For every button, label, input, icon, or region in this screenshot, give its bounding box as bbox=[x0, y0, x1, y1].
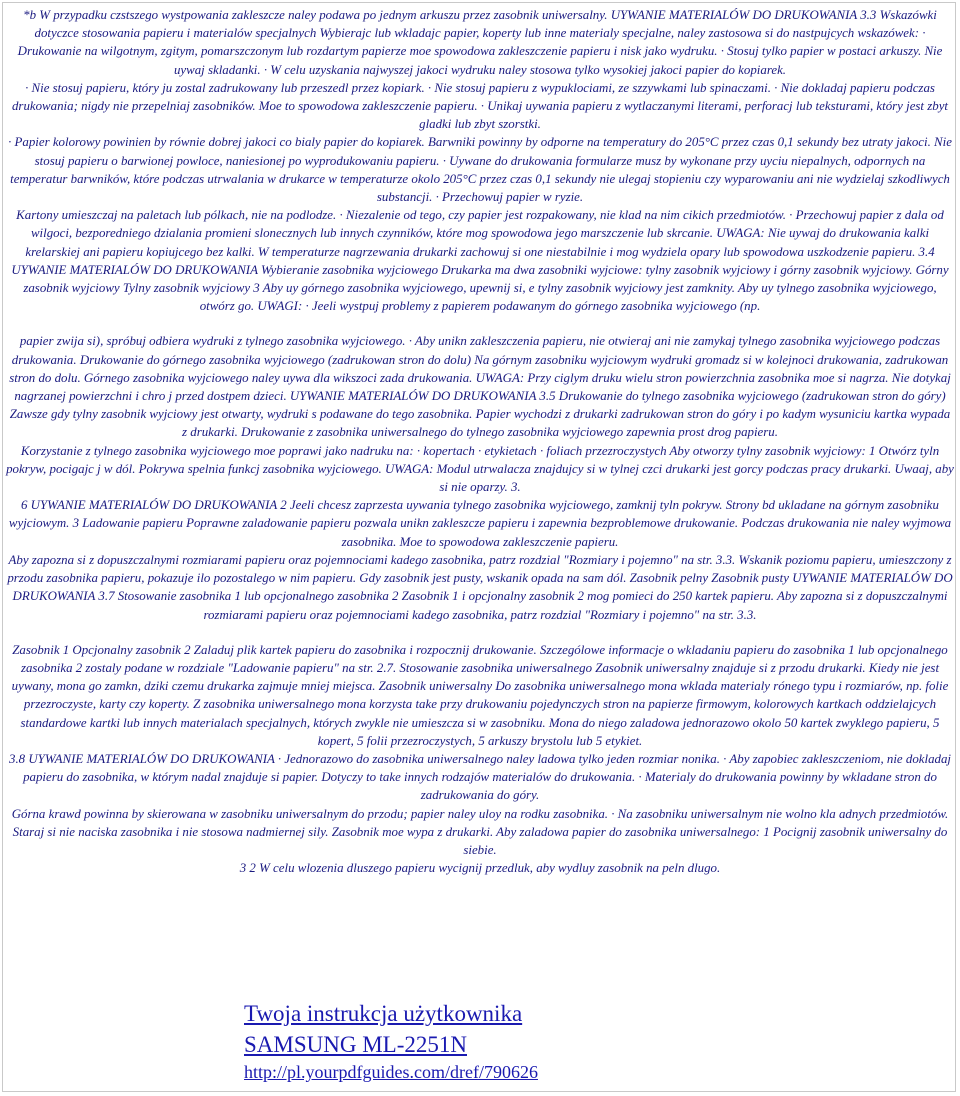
paragraph: Zasobnik 1 Opcjonalny zasobnik 2 Zaladuj plik kartek papieru do zasobnika i rozpocznij drukowanie. Szczególowe informacje o wkladaniu papieru do zasobnika 1 lub opcjonalnego zasobnika 2 zostaly podane w rozdziale "Ladowanie papieru" na str. 2.7. Stosowanie zasobnika uniwersalnego Zasobnik uniwersalny znajduje si z przodu drukarki. Kiedy nie jest uywany, mona go zamkn, dziki czemu drukarka zajmuje mniej miejsca. Zasobnik uniwersalny Do zasobnika uniwersalnego mona wklada materialy rónego typu i rozmiarów, np. folie przezroczyste, karty czy koperty. Z zasobnika uniwersalnego mona korzysta take przy drukowaniu pojedynczych stron na papierze firmowym, kolorowych kartkach oddzielajcych standardowe kartki lub innych materialach specjalnych, których zwykle nie umieszcza si w zasobniku. Mona do niego zaladowa jednorazowo okolo 50 kartek zwyklego papieru, 5 kopert, 5 folii przezroczystych, 5 arkuszy brystolu lub 5 etykiet. bbox=[11, 642, 949, 748]
model-link[interactable]: SAMSUNG ML-2251N bbox=[244, 1032, 467, 1057]
spacer bbox=[6, 624, 954, 641]
paragraph: · Nie stosuj papieru, który ju zostal zadrukowany lub przeszedl przez kopiark. · Nie stosuj papieru z wypuklociami, ze szzywkami lub spinaczami. · Nie dokladaj papieru podczas drukowania; nigdy nie przepelniaj zasobników. Moe to spowodowa zakleszczenie papieru. · Unikaj uywania papieru z wytlaczanymi literami, perforacj lub teksturami, który jest zbyt gladki lub zbyt szorstki. bbox=[11, 80, 949, 132]
paragraph: 3.8 UYWANIE MATERIALÓW DO DRUKOWANIA · Jednorazowo do zasobnika uniwersalnego naley ladowa tylko jeden rozmiar nonika. · Aby zapobiec zakleszczeniom, nie dokladaj papieru do zasobnika, w którym nadal znajduje si papier. Dotyczy to take innych rodzajów materialów do drukowania. · Materialy do drukowania powinny by wkladane stron do zadrukowania do góry. bbox=[9, 751, 951, 803]
paragraph: · Papier kolorowy powinien by równie dobrej jakoci co bialy papier do kopiarek. Barwniki powinny by odporne na temperatury do 205°C przez czas 0,1 sekundy bez utraty jakoci. Nie stosuj papieru o barwionej powloce, naniesionej po wyprodukowaniu papieru. · Uywane do drukowania formularze musz by wykonane przy uyciu niepalnych, odpornych na temperatur barwników, które podczas utrwalania w drukarce w temperaturze okolo 205°C przez czas 0,1 sekundy nie ulegaj stopieniu czy wyparowaniu ani nie wydzielaj szkodliwych substancji. · Przechowuj papier w ryzie. bbox=[8, 135, 952, 205]
paragraph: 3 2 W celu wlozenia dluszego papieru wycignij przedluk, aby wydluy zasobnik na peln dlugo. bbox=[239, 861, 721, 876]
paragraph: Górna krawd powinna by skierowana w zasobniku uniwersalnym do przodu; papier naley uloy na rodku zasobnika. · Na zasobniku uniwersalnym nie wolno kla adnych przedmiotów. Staraj si nie naciska zasobnika i nie stosowa nadmiernej sily. Zasobnik moe wypa z drukarki. Aby zaladowa papier do zasobnika uniwersalnego: 1 Pocignij zasobnik uniwersalny do siebie. bbox=[11, 806, 949, 857]
paragraph: Kartony umieszczaj na paletach lub pólkach, nie na podlodze. · Niezalenie od tego, czy papier jest rozpakowany, nie klad na nim cikich przedmiotów. · Przechowuj papier z dala od wilgoci, bezporedniego dzialania promieni slonecznych lub innych czynników, które mog spowodowa jego marszczenie lub skrcanie. UWAGA: Nie uywaj do drukowania kalki krelarskiej ani papieru kopiujcego bez kalki. W temperaturze nagrzewania drukarki zachowuj si one niestabilnie i mog wydziela opary lub spowodowa uszkodzenie papieru. 3.4 UYWANIE MATERIALÓW DO DRUKOWANIA Wybieranie zasobnika wyjciowego Drukarka ma dwa zasobniki wyjciowe: tylny zasobnik wyjciowy i górny zasobnik wyjciowy. Górny zasobnik wyjciowy Tylny zasobnik wyjciowy 3 Aby uy górnego zasobnika wyjciowego, upewnij si, e tylny zasobnik wyjciowy jest zamknity. Aby uy tylnego zasobnika wyjciowego, otwórz go. UWAGI: · Jeeli wystpuj problemy z papierem podawanym do górnego zasobnika wyjciowego (np. bbox=[11, 208, 949, 314]
paragraph: Korzystanie z tylnego zasobnika wyjciowego moe poprawi jako nadruku na: · kopertach · etykietach · foliach przezroczystych Aby otworzy tylny zasobnik wyjciowy: 1 Otwórz tyln pokryw, pocigajc j w dól. Pokrywa spelnia funkcj zasobnika wyjciowego. UWAGA: Modul utrwalacza znajdujcy si w tylnej czci drukarki jest gorcy podczas pracy drukarki. Uwaaj, aby si nie oparzy. 3. bbox=[6, 443, 954, 495]
spacer bbox=[6, 315, 954, 332]
paragraph: Aby zapozna si z dopuszczalnymi rozmiarami papieru oraz pojemnociami kadego zasobnika, patrz rozdzial "Rozmiary i pojemno" na str. 3.3. Wskanik poziomu papieru, umieszczony z przodu zasobnika papieru, pokazuje ilo pozostalego w nim papieru. Gdy zasobnik jest pusty, wskanik opada na sam dól. Zasobnik pelny Zasobnik pusty UYWANIE MATERIALÓW DO DRUKOWANIA 3.7 Stosowanie zasobnika 1 lub opcjonalnego zasobnika 2 Zasobnik 1 i opcjonalny zasobnik 2 mog pomieci do 250 kartek papieru. Aby zapozna si z dopuszczalnymi rozmiarami papieru oraz pojemnociami kadego zasobnika, patrz rozdzial "Rozmiary i pojemno" na str. 3.3. bbox=[7, 552, 953, 622]
paragraph: *b W przypadku czstszego wystpowania zakleszcze naley podawa po jednym arkuszu przez zasobnik uniwersalny. UYWANIE MATERIALÓW DO DRUKOWANIA 3.3 Wskazówki dotyczce stosowania papieru i materialów specjalnych Wybierajc lub wkladajc papier, koperty lub inne materialy specjalne, naley zastosowa si do nastpujcych wskazówek: · Drukowanie na wilgotnym, zgitym, pomarszczonym lub rozdartym papierze moe spowodowa zakleszczenie papieru i nisk jako wydruku. · Stosuj tylko papier w postaci arkuszy. Nie uywaj skladanki. · W celu uzyskania najwyszej jakoci wydruku naley stosowa tylko wysokiej jakoci papier do kopiarek. bbox=[17, 8, 943, 77]
document-body bbox=[6, 6, 954, 877]
manual-title-link[interactable]: Twoja instrukcja użytkownika bbox=[244, 1001, 523, 1026]
paragraph: papier zwija si), spróbuj odbiera wydruki z tylnego zasobnika wyjciowego. · Aby unikn zakleszczenia papieru, nie otwieraj ani nie zamykaj tylnego zasobnika wyjciowego podczas drukowania. Drukowanie do górnego zasobnika wyjciowego (zadrukowan stron do dolu) Na górnym zasobniku wyjciowym wydruki gromadz si w kolejnoci drukowania, zadrukowan stron do dolu. Górnego zasobnika wyjciowego naley uywa dla wikszoci zada drukowania. UWAGA: Przy ciglym druku wielu stron powierzchnia zasobnika moe si nagrza. Nie dotykaj nagrzanej powierzchni i chro j przed dostpem dzieci. UYWANIE MATERIALÓW DO DRUKOWANIA 3.5 Drukowanie do tylnego zasobnika wyjciowego (zadrukowan stron do góry) Zawsze gdy tylny zasobnik wyjciowy jest otwarty, wydruki s podawane do tego zasobnika. Papier wychodzi z drukarki zadrukowan stron do góry i po kadym wysuniciu kartka wypada z drukarki. Drukowanie z zasobnika uniwersalnego do tylnego zasobnika wyjciowego zapewnia prost drog papieru. bbox=[9, 334, 951, 440]
source-url-link[interactable]: http://pl.yourpdfguides.com/dref/790626 bbox=[244, 1062, 538, 1082]
paragraph: 6 UYWANIE MATERIALÓW DO DRUKOWANIA 2 Jeeli chcesz zaprzesta uywania tylnego zasobnika wyjciowego, zamknij tyln pokryw. Strony bd ukladane na górnym zasobniku wyjciowym. 3 Ladowanie papieru Poprawne zaladowanie papieru pozwala unikn zakleszcze papieru i zapewnia bezproblemowe drukowanie. Podczas drukowania nie naley wyjmowa zasobnika. Moe to spowodowa zakleszczenie papieru. bbox=[8, 498, 952, 549]
manual-links bbox=[244, 998, 538, 1085]
